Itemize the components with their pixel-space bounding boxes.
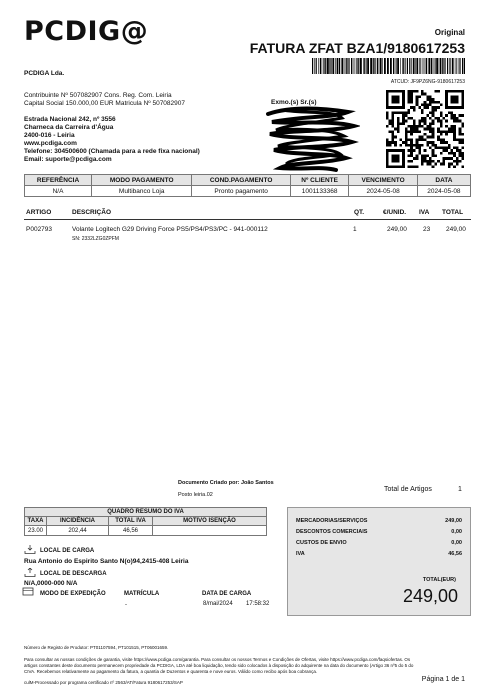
summary-custos-envio-value: 0,00 — [451, 540, 462, 546]
company-capital: Capital Social 150.000,00 EUR Matricula Nº 507082907 — [24, 100, 185, 107]
local-descarga-label: LOCAL DE DESCARGA — [40, 571, 107, 577]
item-serial: SN: 2332LZG0ZPFM — [72, 236, 119, 242]
footer-conditions — [24, 657, 474, 675]
meta-modo-pagamento: Multibanco Loja — [92, 186, 192, 197]
iva-taxa: 23.00 — [25, 526, 47, 536]
meta-header-cond-pagamento: COND.PAGAMENTO — [192, 175, 291, 186]
items-header-qt: QT. — [354, 209, 365, 216]
meta-header-referencia: REFERÊNCIA — [25, 175, 92, 186]
meta-header-data: DATA — [417, 175, 470, 186]
iva-header-incidencia: INCIDÊNCIA — [47, 517, 109, 526]
matricula-label: MATRÍCULA — [124, 591, 160, 597]
company-website: www.pcdiga.com — [24, 140, 77, 147]
footer-line-3: CIVA. Recebemos relativamente ao pagamento da fatura, a quantia de Duzentos e quarenta e nove euros. Válido como recibo após boa cobrança. — [24, 669, 318, 674]
summary-descontos-value: 0,00 — [451, 529, 462, 535]
data-carga-value: 8/mai/2024 — [203, 601, 233, 607]
local-carga-label: LOCAL DE CARGA — [40, 548, 95, 554]
item-iva: 23 — [423, 226, 431, 233]
document-created-by: Documento Criado por: João Santos — [178, 480, 274, 486]
total-artigos-value: 1 — [458, 486, 462, 493]
company-phone: Telefone: 304500600 (Chamada para a rede fixa nacional) — [24, 148, 200, 155]
redacted-scribble — [262, 104, 360, 174]
customer-salutation: Exmo.(s) Sr.(s) — [271, 99, 317, 106]
items-header-unid: €/UNID. — [383, 209, 407, 216]
summary-iva-label: IVA — [296, 551, 305, 557]
summary-mercadorias — [296, 518, 462, 524]
summary-custos-envio — [296, 540, 462, 546]
footer-line-2: artigos constantes deste documento permanecem propriedade da PCDIGA, LDA até boa liquidação, tendo sido colocados à disposição do adquirente na data do documento (Artigo 36 nº5 do 5 do — [24, 663, 414, 668]
unload-icon — [24, 568, 36, 577]
shipping-box-icon — [22, 587, 34, 596]
iva-header-taxa: TAXA — [25, 517, 47, 526]
iva-summary-title: QUADRO RESUMO DO IVA — [25, 508, 267, 517]
summary-mercadorias-label: MERCADORIAS/SERVIÇOS — [296, 518, 368, 524]
company-registration — [24, 92, 185, 108]
invoice-title: FATURA ZFAT BZA1/9180617253 — [249, 40, 465, 56]
items-header-iva: IVA — [419, 209, 430, 216]
iva-motivo — [153, 526, 267, 536]
summary-custos-envio-label: CUSTOS DE ENVIO — [296, 540, 347, 546]
local-carga-value: Rua Antonio do Espirito Santo N(o)94,2415-408 Leiria — [24, 558, 189, 565]
meta-header-vencimento: VENCIMENTO — [349, 175, 418, 186]
modo-expedicao-label: MODO DE EXPEDIÇÃO — [40, 591, 106, 597]
items-header-total: TOTAL — [442, 209, 464, 216]
meta-header-modo-pagamento: MODO PAGAMENTO — [92, 175, 192, 186]
meta-data: 2024-05-08 — [417, 186, 470, 197]
totals-summary-box — [287, 507, 471, 616]
atcud-code: ATCUD: JF9PZ6NG-9180617253 — [390, 79, 465, 85]
company-email: Email: suporte@pcdiga.com — [24, 156, 112, 163]
company-logo: PCDIG@ — [24, 16, 149, 47]
items-header-artigo: ARTIGO — [26, 209, 52, 216]
truck-icon — [24, 545, 36, 554]
footer-line-1: Para consultar as nossas condições de garantia, visite https://www.pcdiga.com/garantia. Para consultar os nossos Termos e Condições de Ofertas, visite https://www.pcdiga.com/faqsiofertas. Os — [24, 657, 411, 662]
summary-iva-value: 46,56 — [448, 551, 462, 557]
item-descricao: Volante Logitech G29 Driving Force PS5/PS4/PS3/PC - 941-000112 — [72, 226, 268, 233]
iva-total: 46,56 — [109, 526, 153, 536]
company-name: PCDIGA Lda. — [24, 70, 65, 77]
meta-cond-pagamento: Pronto pagamento — [192, 186, 291, 197]
qr-code — [386, 90, 464, 168]
footer-registo: Número de Registo de Produtor: PT01107594, PT101515, PT06001659. — [24, 645, 169, 650]
total-eur-label: TOTAL(EUR) — [422, 577, 456, 583]
iva-header-total: TOTAL IVA — [109, 517, 153, 526]
company-contribuinte: Contribuinte Nº 507082907 Cons. Reg. Com. Leiria — [24, 92, 172, 99]
data-carga-label: DATA DE CARGA — [202, 591, 252, 597]
meta-referencia: N/A — [25, 186, 92, 197]
matricula-value: - — [125, 602, 127, 608]
iva-incidencia: 202,44 — [47, 526, 109, 536]
meta-cliente: 1001133368 — [290, 186, 348, 197]
meta-header-cliente: Nº CLIENTE — [290, 175, 348, 186]
address-line-1: Estrada Nacional 242, nº 3556 — [24, 116, 116, 123]
items-header — [24, 208, 471, 220]
iva-summary-table — [24, 507, 267, 536]
total-eur-value: 249,00 — [402, 586, 458, 606]
page-number: Página 1 de 1 — [421, 676, 465, 683]
footer-certificado: culM-Processado por programa certificado nº 2563/AT/Fatura 9180617253/SAP — [24, 680, 183, 685]
item-qt: 1 — [353, 226, 357, 233]
address-line-3: 2400-016 - Leiria — [24, 132, 75, 139]
summary-descontos — [296, 529, 462, 535]
company-address — [24, 116, 200, 164]
hora-carga-value: 17:58:32 — [246, 601, 270, 607]
item-unid: 249,00 — [387, 226, 407, 233]
item-total: 249,00 — [446, 226, 466, 233]
invoice-meta-table — [24, 174, 471, 197]
iva-header-motivo: MOTIVO ISENÇÃO — [153, 517, 267, 526]
original-label: Original — [434, 28, 465, 37]
invoice-barcode — [312, 58, 466, 74]
meta-vencimento: 2024-05-08 — [349, 186, 418, 197]
local-descarga-value: N/A,0000-000 N/A — [24, 580, 78, 587]
summary-descontos-label: DESCONTOS COMERCIAIS — [296, 529, 368, 535]
address-line-2: Charneca da Carreira d'Água — [24, 124, 114, 131]
items-header-descricao: DESCRIÇÃO — [72, 209, 112, 216]
item-artigo: P002793 — [26, 226, 53, 233]
total-artigos-label: Total de Artigos — [384, 486, 432, 493]
table-row — [24, 225, 471, 235]
summary-mercadorias-value: 249,00 — [445, 518, 462, 524]
summary-iva — [296, 551, 462, 557]
posto-label: Posto leiria.02 — [178, 492, 213, 498]
